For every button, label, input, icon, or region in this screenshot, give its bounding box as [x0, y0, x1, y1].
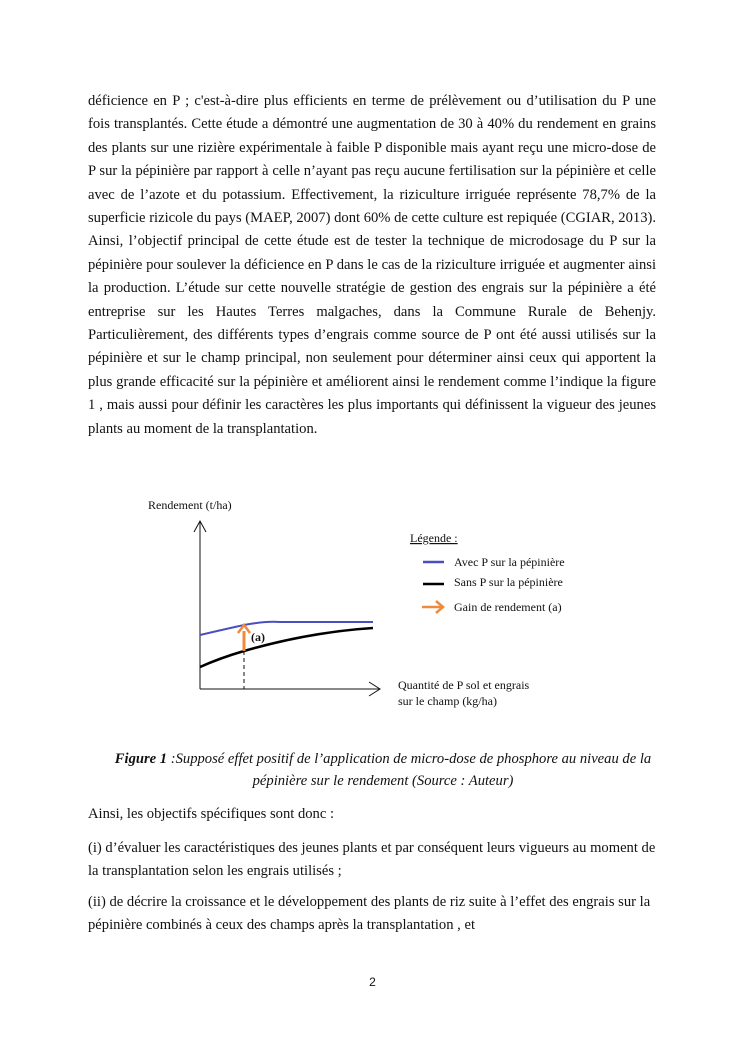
caption-figure-number: Figure 1: [114, 751, 168, 767]
objective-1: (i) d’évaluer les caractéristiques des jeunes plants et par conséquent leurs vigueurs au moment de la transplantation selon les engrais utilisés ;: [88, 840, 656, 880]
figure-caption: [100, 748, 666, 792]
intro-paragraph: déficience en P ; c'est-à-dire plus efficients en terme de prélèvement ou d’utilisation du P une fois transplantés. Cette étude a démontré une augmentation de 30 à 40% du rendement en grains des plants sur une rizière expérimentale à faible P disponible mais ayant reçu une micro-dose de P sur la pépinière par rapport à celle n’ayant pas reçu aucune fertilisation sur la pépinière et celle avec de l’azote et du potassium. Effectivement, la riziculture irriguée représente 78,7% de la superficie rizicole du pays (MAEP, 2007) dont 60% de cette culture est repiquée (CGIAR, 2013). Ainsi, l’objectif principal de cette étude est de tester la technique de microdosage du P sur la pépinière pour soulever la déficience en P dans le cas de la riziculture irriguée et augmenter ainsi la production. L’étude sur cette nouvelle stratégie de gestion des engrais sur la pépinière a été entreprise sur les Hautes Terres malgaches, dans la Commune Rurale de Behenjy. Particulièrement, des différents types d’engrais comme source de P ont été aussi utilisés sur la pépinière et sur le champ principal, non seulement pour déterminer ainsi ceux qui apportent la plus grande efficacité sur la pépinière et améliorent ainsi le rendement comme l’indique la figure 1 , mais aussi pour définir les caractères les plus importants qui définissent la vigueur des jeunes plants au moment de la transplantation.: [88, 93, 656, 437]
legend-label-sans-p: Sans P sur la pépinière: [454, 575, 563, 589]
x-axis-label-line2: sur le champ (kg/ha): [398, 694, 497, 708]
legend-label-avec-p: Avec P sur la pépinière: [454, 555, 565, 569]
figure-1: [140, 490, 600, 720]
curve-avec-p: [200, 622, 373, 635]
caption-source: (Source : Auteur): [408, 773, 514, 789]
curve-sans-p: [200, 628, 373, 667]
legend-label-gain: Gain de rendement (a): [454, 600, 562, 614]
objective-2: (ii) de décrire la croissance et le développement des plants de riz suite à l’effet des engrais sur la pépinière combinés à ceux des champs après la transplantation , et: [88, 894, 651, 934]
page-number: 2: [369, 975, 376, 989]
y-axis-label: Rendement (t/ha): [148, 498, 232, 512]
legend-title: Légende :: [410, 531, 458, 545]
x-axis-label-line1: Quantité de P sol et engrais: [398, 678, 530, 692]
gain-label: (a): [251, 630, 265, 644]
caption-text: :Supposé effet positif de l’application de micro-dose de phosphore au niveau de la pépinière sur le rendement: [167, 751, 652, 789]
yield-diagram: [140, 490, 600, 720]
objectives-intro: Ainsi, les objectifs spécifiques sont donc :: [88, 806, 335, 822]
